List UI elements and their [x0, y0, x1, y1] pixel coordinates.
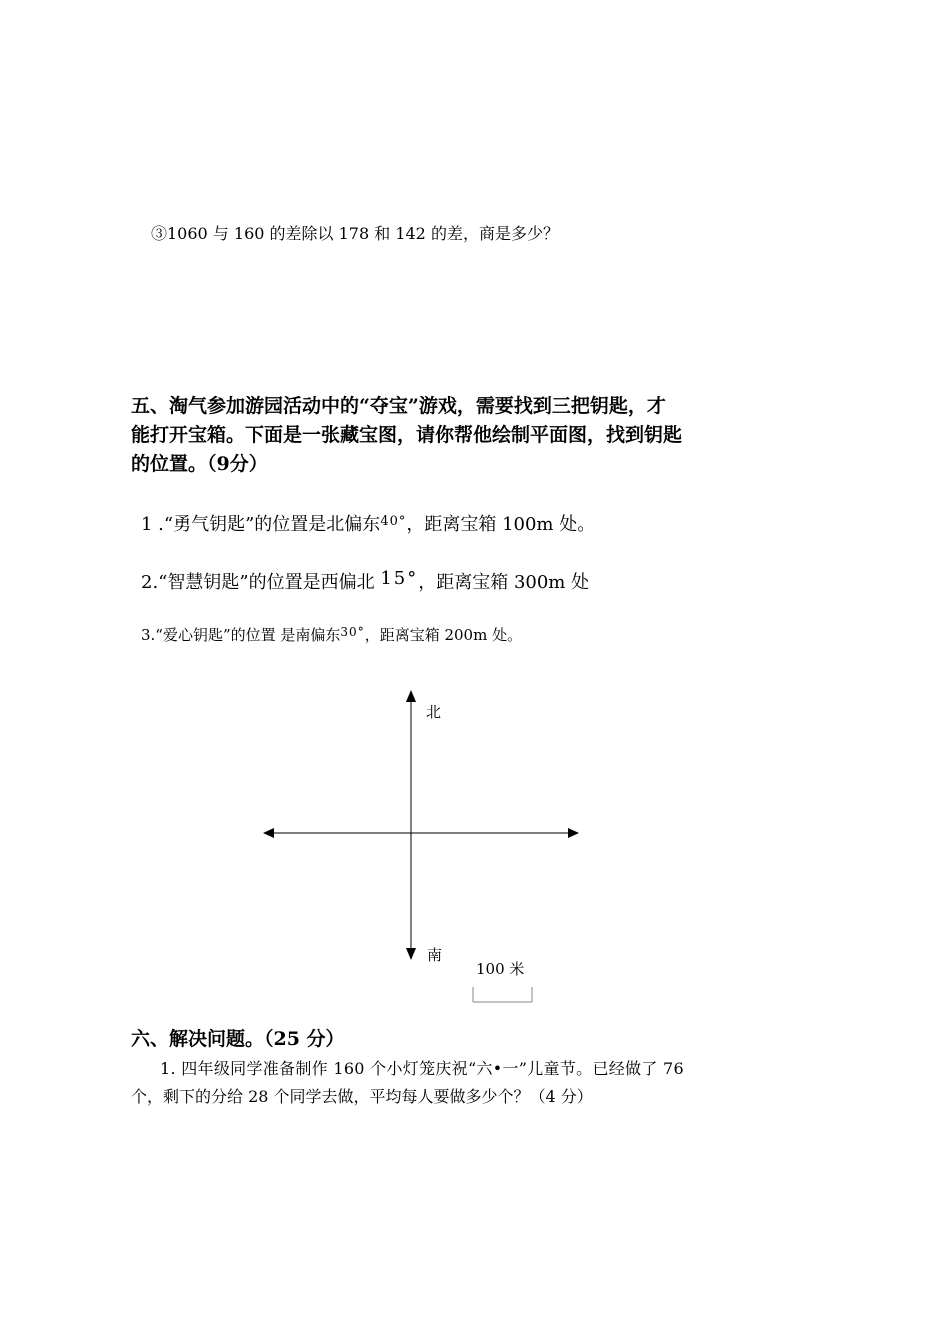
clue-text: 3.“爱心钥匙”的位置 是南偏东: [141, 626, 341, 644]
section-5-heading-line: 能打开宝箱。下面是一张藏宝图，请你帮他绘制平面图，找到钥匙: [131, 424, 683, 446]
clue-text: ，距离宝箱 300m 处: [418, 572, 590, 593]
section-5-heading-line: 五、淘气参加游园活动中的“夺宝”游戏，需要找到三把钥匙，才: [131, 395, 666, 417]
north-arrow-icon: [406, 690, 416, 702]
scale-bar: [473, 987, 532, 1002]
section-6-heading: 六、解决问题。（25 分）: [131, 1028, 345, 1050]
clue-text: 2.“智慧钥匙”的位置是西偏北: [141, 572, 381, 593]
question-3-text: ③1060 与 160 的差除以 178 和 142 的差，商是多少？: [151, 224, 559, 243]
clue-degree: 15°: [380, 568, 419, 589]
section-5-heading-line: 的位置。（9分）: [131, 453, 268, 475]
clue-text: ，距离宝箱 200m 处。: [364, 626, 523, 644]
problem-1-line-1: 1. 四年级同学准备制作 160 个小灯笼庆祝“六•一”儿童节。已经做了 76: [160, 1059, 685, 1078]
west-arrow-icon: [263, 828, 274, 838]
clue-text: ，距离宝箱 100m 处。: [406, 514, 596, 535]
north-label: 北: [426, 703, 442, 721]
clue-text: 1 .“勇气钥匙”的位置是北偏东: [141, 514, 381, 535]
clue-degree: 40°: [380, 514, 407, 529]
problem-1-line-2: 个，剩下的分给 28 个同学去做，平均每人要做多少个？（4 分）: [131, 1087, 593, 1106]
clue-degree: 30°: [340, 625, 365, 639]
scale-label: 100 米: [476, 960, 525, 978]
east-arrow-icon: [568, 828, 579, 838]
south-arrow-icon: [406, 948, 416, 960]
south-label: 南: [427, 946, 443, 964]
